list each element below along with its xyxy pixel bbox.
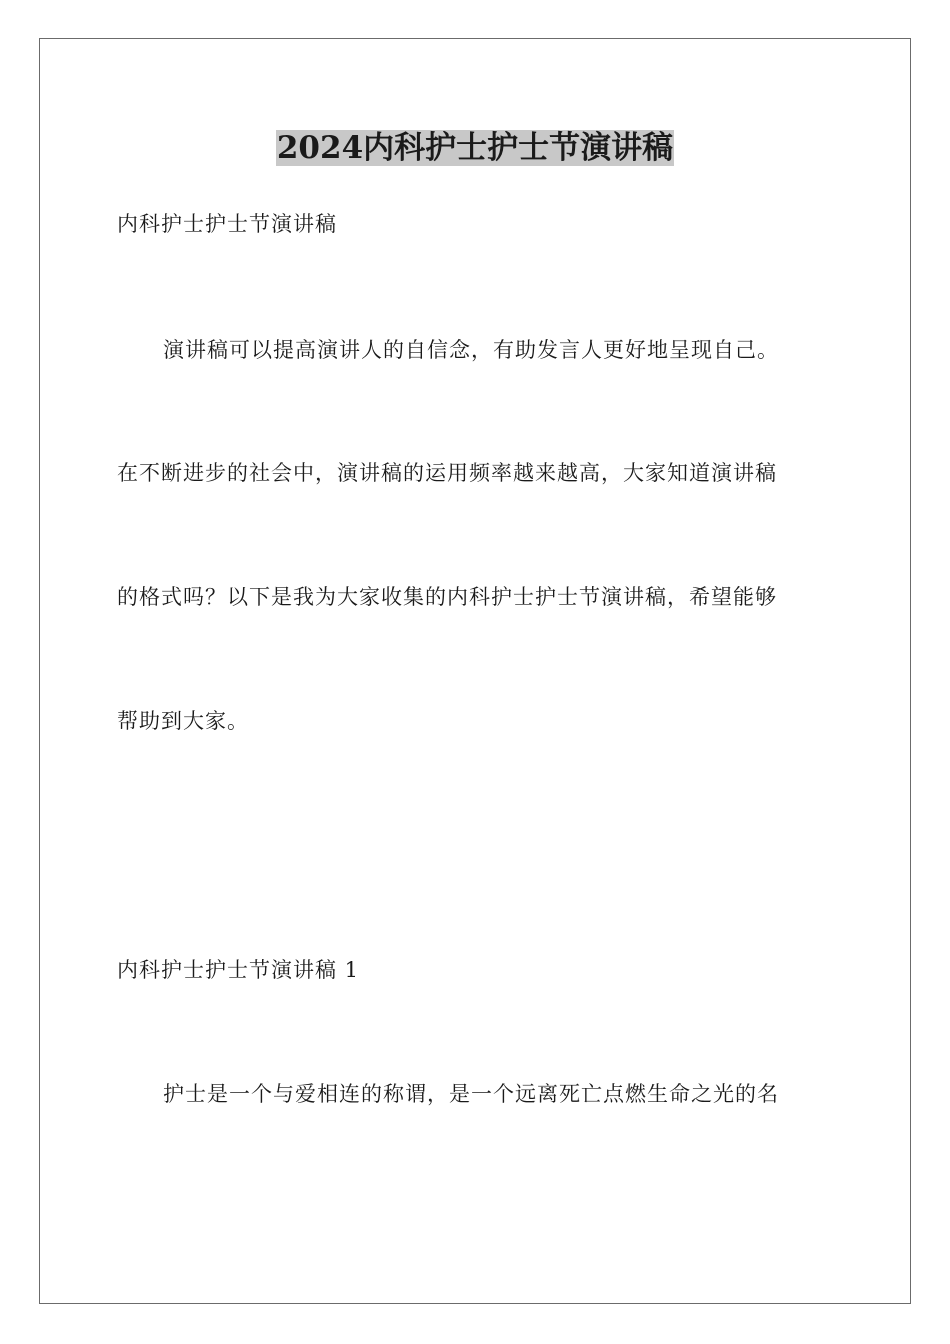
section-heading: 内科护士护士节演讲稿 1 xyxy=(117,958,360,982)
paragraph-line: 的格式吗？以下是我为大家收集的内科护士护士节演讲稿，希望能够 xyxy=(117,585,777,609)
paragraph-line: 护士是一个与爱相连的称谓，是一个远离死亡点燃生命之光的名 xyxy=(163,1082,779,1106)
document-title-text: 2024内科护士护士节演讲稿 xyxy=(276,130,674,166)
document-subtitle: 内科护士护士节演讲稿 xyxy=(117,212,337,236)
paragraph-line: 演讲稿可以提高演讲人的自信念，有助发言人更好地呈现自己。 xyxy=(163,338,779,362)
paragraph-line: 在不断进步的社会中，演讲稿的运用频率越来越高，大家知道演讲稿 xyxy=(117,461,777,485)
document-title xyxy=(0,126,950,170)
paragraph-line: 帮助到大家。 xyxy=(117,709,249,733)
